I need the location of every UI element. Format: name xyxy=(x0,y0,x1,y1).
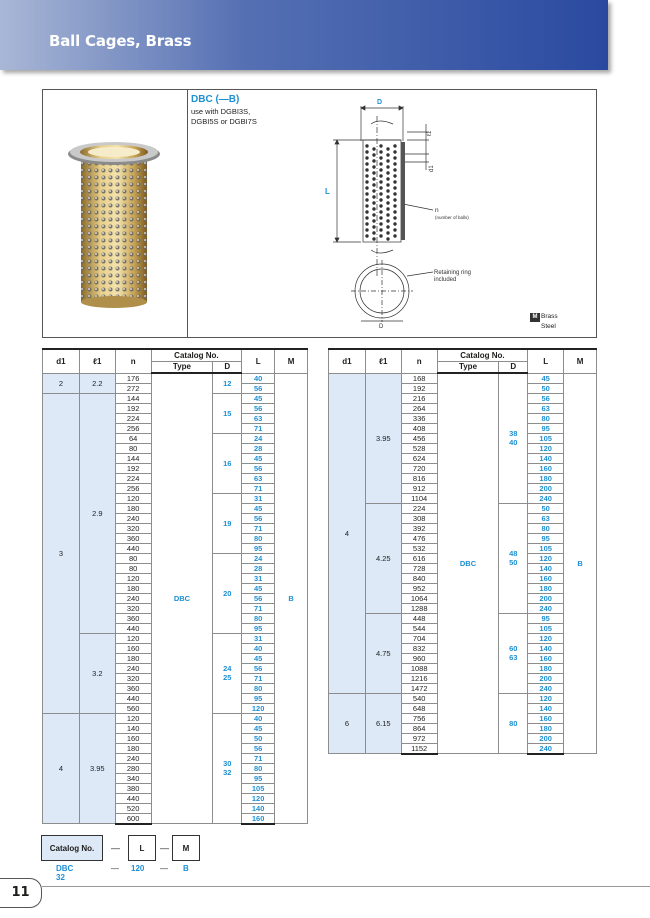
cell-l1: 2.2 xyxy=(79,373,115,393)
cell-n: 448 xyxy=(401,613,437,623)
cell-L: 160 xyxy=(528,573,564,583)
separator: — xyxy=(111,843,120,853)
catalog-table-right xyxy=(328,348,597,755)
cell-n: 1152 xyxy=(401,743,437,754)
cell-L: 160 xyxy=(242,813,275,824)
cell-L: 45 xyxy=(242,393,275,403)
cell-n: 540 xyxy=(401,693,437,703)
cell-n: 256 xyxy=(115,423,151,433)
cell-n: 392 xyxy=(401,523,437,533)
cell-L: 105 xyxy=(242,783,275,793)
cell-n: 80 xyxy=(115,553,151,563)
cell-L: 45 xyxy=(242,503,275,513)
cell-n: 224 xyxy=(401,503,437,513)
cell-n: 380 xyxy=(115,783,151,793)
cell-n: 256 xyxy=(115,483,151,493)
cell-L: 71 xyxy=(242,753,275,763)
catalog-label-box: Catalog No. xyxy=(41,835,103,861)
cell-n: 544 xyxy=(401,623,437,633)
cell-L: 80 xyxy=(242,683,275,693)
cell-D: 80 xyxy=(499,693,528,754)
cell-n: 192 xyxy=(115,463,151,473)
cell-l1: 4.75 xyxy=(365,613,401,693)
cell-D: 24 25 xyxy=(213,633,242,713)
cell-n: 80 xyxy=(115,443,151,453)
example-code: DBC 32 xyxy=(56,864,74,882)
cell-n: 340 xyxy=(115,773,151,783)
cell-n: 972 xyxy=(401,733,437,743)
cell-L: 200 xyxy=(528,733,564,743)
cell-L: 45 xyxy=(242,723,275,733)
cell-L: 71 xyxy=(242,483,275,493)
bottom-D-label: D xyxy=(379,324,384,330)
cell-n: 520 xyxy=(115,803,151,813)
cell-L: 24 xyxy=(242,553,275,563)
cell-L: 56 xyxy=(242,513,275,523)
cell-n: 1288 xyxy=(401,603,437,613)
cell-L: 80 xyxy=(242,613,275,623)
cell-n: 648 xyxy=(401,703,437,713)
cell-n: 308 xyxy=(401,513,437,523)
cell-d1: 4 xyxy=(43,713,80,824)
dim-D-label: D xyxy=(377,99,383,106)
col-catalog: Catalog No. xyxy=(151,349,242,361)
cell-L: 180 xyxy=(528,663,564,673)
cell-L: 28 xyxy=(242,563,275,573)
ball-cage-photo xyxy=(65,132,165,310)
cell-n: 1088 xyxy=(401,663,437,673)
cell-L: 56 xyxy=(242,383,275,393)
cell-l1: 4.25 xyxy=(365,503,401,613)
cell-L: 120 xyxy=(528,633,564,643)
cell-n: 192 xyxy=(115,403,151,413)
cell-D: 15 xyxy=(213,393,242,433)
dim-n-note: (number of balls) xyxy=(435,215,469,220)
cell-D: 20 xyxy=(213,553,242,633)
cell-L: 56 xyxy=(242,403,275,413)
cell-L: 140 xyxy=(528,703,564,713)
cell-n: 408 xyxy=(401,423,437,433)
cell-L: 140 xyxy=(242,803,275,813)
cell-L: 200 xyxy=(528,483,564,493)
usage-line: use with DGBI3S, xyxy=(191,107,251,116)
col-d1: d1 xyxy=(329,349,366,373)
separator: — xyxy=(111,864,119,873)
cell-L: 240 xyxy=(528,683,564,693)
cell-L: 80 xyxy=(528,413,564,423)
cell-n: 64 xyxy=(115,433,151,443)
cell-L: 95 xyxy=(528,613,564,623)
cell-l1: 3.2 xyxy=(79,633,115,713)
cell-L: 63 xyxy=(528,513,564,523)
cell-M: B xyxy=(275,373,308,824)
cell-n: 1216 xyxy=(401,673,437,683)
cell-l1: 3.95 xyxy=(79,713,115,824)
cell-n: 144 xyxy=(115,393,151,403)
cell-n: 180 xyxy=(115,583,151,593)
cell-n: 624 xyxy=(401,453,437,463)
cell-n: 440 xyxy=(115,623,151,633)
col-n: n xyxy=(115,349,151,373)
separator: — xyxy=(160,843,169,853)
cell-L: 160 xyxy=(528,653,564,663)
cell-n: 600 xyxy=(115,813,151,824)
cell-n: 704 xyxy=(401,633,437,643)
cell-L: 56 xyxy=(242,743,275,753)
cell-n: 476 xyxy=(401,533,437,543)
catalog-table-left xyxy=(42,348,308,825)
cell-L: 160 xyxy=(528,463,564,473)
cell-L: 140 xyxy=(528,453,564,463)
col-D: D xyxy=(499,361,528,373)
cell-L: 80 xyxy=(242,763,275,773)
ring-label: Retaining ring xyxy=(434,270,472,276)
cell-n: 272 xyxy=(115,383,151,393)
cell-n: 320 xyxy=(115,673,151,683)
cell-n: 952 xyxy=(401,583,437,593)
cell-L: 180 xyxy=(528,583,564,593)
dim-l1-label: ℓ1 xyxy=(427,130,433,136)
col-L: L xyxy=(528,349,564,373)
cell-n: 180 xyxy=(115,653,151,663)
cell-n: 456 xyxy=(401,433,437,443)
cell-n: 280 xyxy=(115,763,151,773)
cell-L: 200 xyxy=(528,593,564,603)
example-length: 120 xyxy=(131,864,145,873)
cell-L: 71 xyxy=(242,603,275,613)
col-n: n xyxy=(401,349,437,373)
product-usage xyxy=(191,107,257,127)
cell-D: 60 63 xyxy=(499,613,528,693)
cell-L: 95 xyxy=(528,533,564,543)
cell-L: 63 xyxy=(242,413,275,423)
cell-L: 63 xyxy=(528,403,564,413)
cell-L: 63 xyxy=(242,473,275,483)
cell-n: 320 xyxy=(115,523,151,533)
title-banner xyxy=(0,0,608,70)
cell-n: 840 xyxy=(401,573,437,583)
cell-n: 756 xyxy=(401,713,437,723)
cell-L: 120 xyxy=(242,793,275,803)
cell-n: 140 xyxy=(115,723,151,733)
ring-label: included xyxy=(434,277,457,283)
cell-L: 45 xyxy=(242,583,275,593)
material-legend xyxy=(530,312,558,331)
cell-L: 71 xyxy=(242,673,275,683)
cell-n: 224 xyxy=(115,473,151,483)
cell-n: 532 xyxy=(401,543,437,553)
cell-n: 240 xyxy=(115,593,151,603)
dim-L-label: L xyxy=(325,187,330,196)
cell-L: 45 xyxy=(528,373,564,383)
cell-l1: 6.15 xyxy=(365,693,401,754)
cell-L: 40 xyxy=(242,713,275,723)
cell-L: 95 xyxy=(242,543,275,553)
col-l1: ℓ1 xyxy=(365,349,401,373)
cell-L: 24 xyxy=(242,433,275,443)
col-type: Type xyxy=(437,361,499,373)
cell-L: 105 xyxy=(528,623,564,633)
col-catalog: Catalog No. xyxy=(437,349,528,361)
cell-L: 50 xyxy=(242,733,275,743)
cell-L: 40 xyxy=(242,643,275,653)
col-M: M xyxy=(275,349,308,373)
cell-L: 105 xyxy=(528,543,564,553)
divider xyxy=(187,90,188,337)
cell-n: 216 xyxy=(401,393,437,403)
col-l1: ℓ1 xyxy=(79,349,115,373)
cell-n: 168 xyxy=(401,373,437,383)
cell-L: 180 xyxy=(528,723,564,733)
page-number: 11 xyxy=(0,878,42,908)
cell-L: 180 xyxy=(528,473,564,483)
cell-n: 176 xyxy=(115,373,151,383)
cell-n: 912 xyxy=(401,483,437,493)
product-box xyxy=(42,89,597,338)
cell-n: 180 xyxy=(115,743,151,753)
cell-type: DBC xyxy=(151,373,213,824)
cell-n: 864 xyxy=(401,723,437,733)
cell-D: 38 40 xyxy=(499,373,528,503)
material-mark: M xyxy=(530,313,540,322)
cell-L: 31 xyxy=(242,633,275,643)
cell-L: 80 xyxy=(242,533,275,543)
cell-n: 528 xyxy=(401,443,437,453)
cell-L: 240 xyxy=(528,493,564,503)
cell-D: 48 50 xyxy=(499,503,528,613)
cell-L: 56 xyxy=(242,593,275,603)
cell-n: 1064 xyxy=(401,593,437,603)
cell-n: 816 xyxy=(401,473,437,483)
cell-n: 832 xyxy=(401,643,437,653)
cell-n: 440 xyxy=(115,543,151,553)
cell-L: 71 xyxy=(242,423,275,433)
cell-L: 50 xyxy=(528,383,564,393)
cell-d1: 3 xyxy=(43,393,80,713)
cell-L: 120 xyxy=(528,443,564,453)
cell-d1: 2 xyxy=(43,373,80,393)
cell-D: 16 xyxy=(213,433,242,493)
cell-l1: 3.95 xyxy=(365,373,401,503)
cell-n: 180 xyxy=(115,503,151,513)
cell-L: 56 xyxy=(242,663,275,673)
cell-L: 120 xyxy=(528,693,564,703)
cell-L: 140 xyxy=(528,643,564,653)
cell-type: DBC xyxy=(437,373,499,754)
cell-n: 440 xyxy=(115,793,151,803)
cell-L: 105 xyxy=(528,433,564,443)
cell-n: 120 xyxy=(115,713,151,723)
cell-n: 120 xyxy=(115,633,151,643)
cell-L: 40 xyxy=(242,373,275,383)
cell-L: 95 xyxy=(242,693,275,703)
cell-d1: 4 xyxy=(329,373,366,693)
product-name: DBC (—B) xyxy=(191,94,240,105)
legend-brass: Brass xyxy=(541,313,558,320)
cell-n: 320 xyxy=(115,603,151,613)
cell-L: 95 xyxy=(528,423,564,433)
cell-n: 1104 xyxy=(401,493,437,503)
cell-n: 144 xyxy=(115,453,151,463)
col-type: Type xyxy=(151,361,213,373)
cell-L: 56 xyxy=(242,463,275,473)
technical-drawing xyxy=(321,96,521,332)
cell-M: B xyxy=(564,373,597,754)
cell-n: 240 xyxy=(115,663,151,673)
page-title: Ball Cages, Brass xyxy=(49,32,192,50)
length-box: L xyxy=(128,835,156,861)
table-row xyxy=(43,373,308,383)
cell-L: 240 xyxy=(528,743,564,754)
cell-d1: 6 xyxy=(329,693,366,754)
cell-L: 140 xyxy=(528,563,564,573)
cell-n: 160 xyxy=(115,733,151,743)
cell-n: 336 xyxy=(401,413,437,423)
cell-L: 56 xyxy=(528,393,564,403)
cell-L: 80 xyxy=(528,523,564,533)
cell-n: 80 xyxy=(115,563,151,573)
cell-n: 720 xyxy=(401,463,437,473)
cell-n: 160 xyxy=(115,643,151,653)
cell-n: 960 xyxy=(401,653,437,663)
cell-L: 45 xyxy=(242,653,275,663)
col-D: D xyxy=(213,361,242,373)
cell-n: 264 xyxy=(401,403,437,413)
usage-line: DGBI5S or DGBI7S xyxy=(191,117,257,126)
cell-L: 31 xyxy=(242,573,275,583)
cell-n: 360 xyxy=(115,613,151,623)
dim-n-label: n xyxy=(435,207,439,214)
cell-n: 1472 xyxy=(401,683,437,693)
cell-D: 12 xyxy=(213,373,242,393)
cell-L: 95 xyxy=(242,773,275,783)
cell-L: 28 xyxy=(242,443,275,453)
cell-n: 560 xyxy=(115,703,151,713)
cell-n: 240 xyxy=(115,753,151,763)
cell-n: 616 xyxy=(401,553,437,563)
col-M: M xyxy=(564,349,597,373)
cell-n: 120 xyxy=(115,493,151,503)
cell-L: 120 xyxy=(528,553,564,563)
cell-D: 30 32 xyxy=(213,713,242,824)
cell-n: 240 xyxy=(115,513,151,523)
cell-n: 224 xyxy=(115,413,151,423)
cell-L: 240 xyxy=(528,603,564,613)
cell-n: 440 xyxy=(115,693,151,703)
cell-L: 50 xyxy=(528,503,564,513)
cell-L: 160 xyxy=(528,713,564,723)
separator: — xyxy=(160,864,168,873)
cell-D: 19 xyxy=(213,493,242,553)
footer-line xyxy=(42,886,650,887)
cell-L: 120 xyxy=(242,703,275,713)
cell-l1: 2.9 xyxy=(79,393,115,633)
cell-n: 728 xyxy=(401,563,437,573)
dim-d1-label: d1 xyxy=(429,165,435,172)
cell-L: 95 xyxy=(242,623,275,633)
cell-n: 360 xyxy=(115,533,151,543)
col-L: L xyxy=(242,349,275,373)
legend-steel: Steel xyxy=(541,323,556,330)
col-d1: d1 xyxy=(43,349,80,373)
example-material: B xyxy=(183,864,189,873)
cell-n: 360 xyxy=(115,683,151,693)
cell-L: 31 xyxy=(242,493,275,503)
material-box: M xyxy=(172,835,200,861)
cell-n: 120 xyxy=(115,573,151,583)
table-row xyxy=(329,373,597,383)
cell-L: 45 xyxy=(242,453,275,463)
cell-n: 192 xyxy=(401,383,437,393)
cell-L: 200 xyxy=(528,673,564,683)
cell-L: 71 xyxy=(242,523,275,533)
